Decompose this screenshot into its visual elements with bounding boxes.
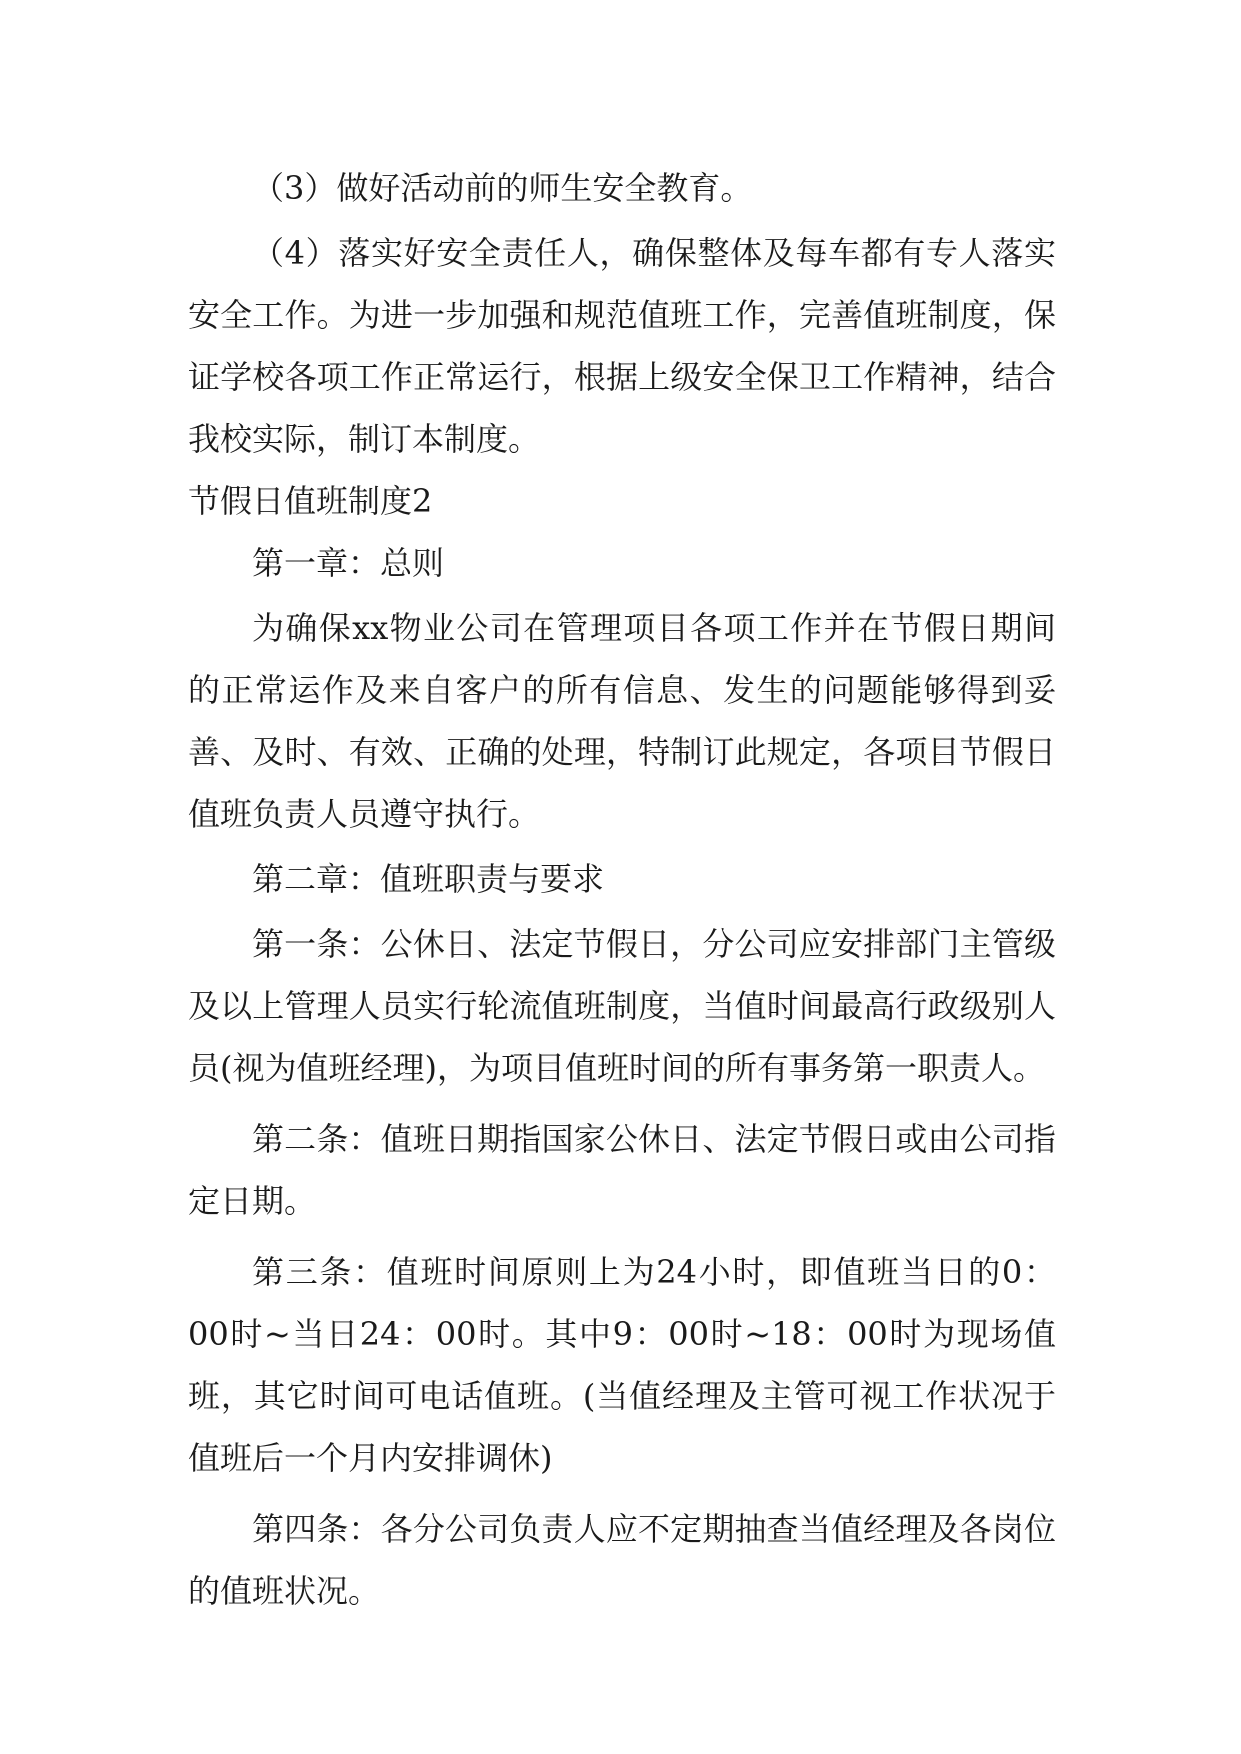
paragraph-purpose: 为确保xx物业公司在管理项目各项工作并在节假日期间的正常运作及来自客户的所有信息、发生的问题能够得到妥善、及时、有效、正确的处理，特制订此规定，各项目节假日值班负责人员遵守执行。 [188,609,1056,833]
article-2: 第二条：值班日期指国家公休日、法定节假日或由公司指定日期。 [188,1120,1056,1220]
article-3: 第三条：值班时间原则上为24小时，即值班当日的0：00时~当日24：00时。其中9：00时~18：00时为现场值班，其它时间可电话值班。(当值经理及主管可视工作状况于值班后一个月内安排调休) [188,1253,1056,1477]
article-4: 第四条：各分公司负责人应不定期抽查当值经理及各岗位的值班状况。 [188,1510,1056,1610]
chapter-heading-duties: 第二章：值班职责与要求 [252,860,605,898]
paragraph-safety-responsibility: （4）落实好安全责任人，确保整体及每车都有专人落实安全工作。为进一步加强和规范值班工作，完善值班制度，保证学校各项工作正常运行，根据上级安全保卫工作精神，结合我校实际，制订本制度。 [188,234,1056,458]
article-1: 第一条：公休日、法定节假日，分公司应安排部门主管级及以上管理人员实行轮流值班制度，当值时间最高行政级别人员(视为值班经理)，为项目值班时间的所有事务第一职责人。 [188,925,1056,1087]
chapter-heading-general: 第一章：总则 [252,544,445,582]
document-body [188,157,1056,1622]
paragraph-safety-education: （3）做好活动前的师生安全教育。 [252,169,753,207]
section-title: 节假日值班制度2 [188,482,433,520]
